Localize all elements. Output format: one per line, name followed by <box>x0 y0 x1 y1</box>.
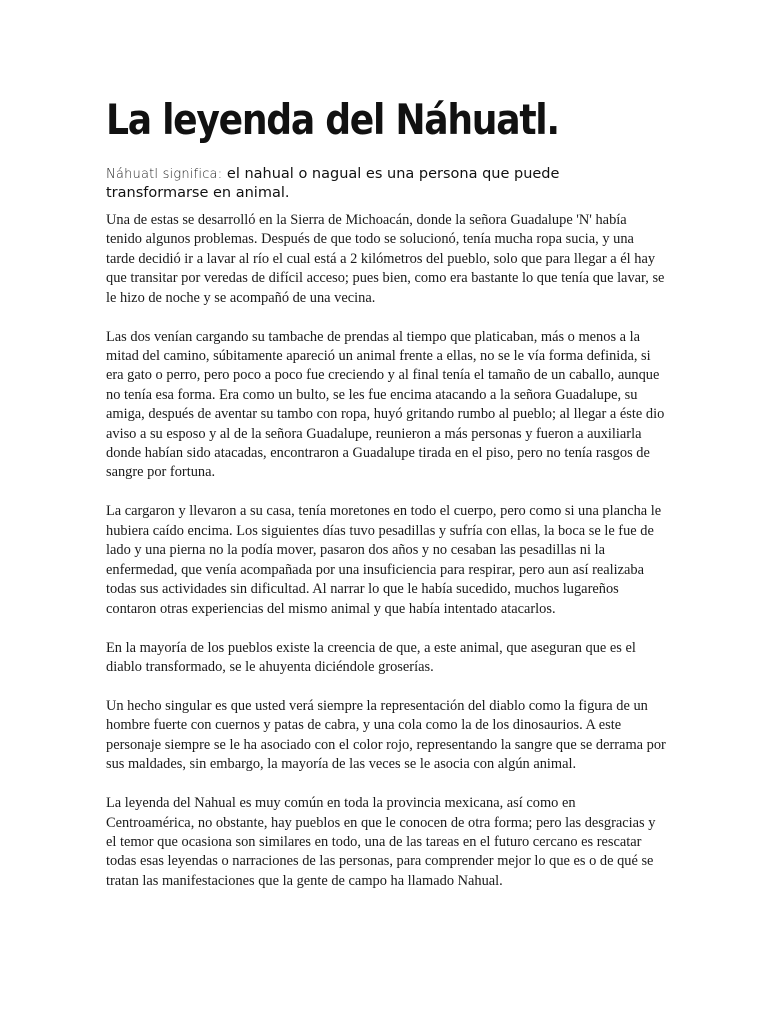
paragraph: En la mayoría de los pueblos existe la creencia de que, a este animal, que aseguran que es el diablo transformado, se le ahuyenta diciéndole groserías. <box>106 639 636 675</box>
subtitle <box>106 165 626 203</box>
paragraph: Un hecho singular es que usted verá siempre la representación del diablo como la figura de un hombre fuerte con cuernos y patas de cabra, y una cola como la de los dinosaurios. A este personaje siempre se le ha asociado con el color rojo, representando la sangre que se derrama por sus maldades, sin embargo, la mayoría de las veces se le asocia con algún animal. <box>106 697 666 773</box>
body-text <box>106 211 666 911</box>
paragraph: La leyenda del Nahual es muy común en toda la provincia mexicana, así como en Centroamérica, no obstante, hay pueblos en que le conocen de otra forma; pero las desgracias y el temor que ocasiona son similares en todo, una de las tareas en el futuro cercano es rescatar todas esas leyendas o narraciones de las personas, para comprender mejor lo que es o de qué se tratan las manifestaciones que la gente de campo ha llamado Nahual. <box>106 795 656 889</box>
page-title: La leyenda del Náhuatl. <box>106 95 559 144</box>
subtitle-text: el nahual o nagual es una persona que puede transformarse en animal. <box>106 166 560 201</box>
paragraph: Las dos venían cargando su tambache de prendas al tiempo que platicaban, más o menos a la mitad del camino, súbitamente apareció un animal frente a ellas, no se le vía forma definida, si era gato o perro, pero poco a poco fue creciendo y al final tenía el tamaño de un caballo, aunque no tenía esa forma. Era como un bulto, se les fue encima atacando a la señora Guadalupe, su amiga, después de aventar su tambo con ropa, huyó gritando rumbo al pueblo; al llegar a éste dio aviso a su esposo y al de la señora Guadalupe, reunieron a más personas y fueron a auxiliarla donde habían sido atacadas, encontraron a Guadalupe tirada en el piso, pero no tenía rasgos de sangre por fortuna. <box>106 328 665 481</box>
paragraph: Una de estas se desarrolló en la Sierra de Michoacán, donde la señora Guadalupe 'N' había tenido algunos problemas. Después de que todo se solucionó, tenía mucha ropa sucia, y una tarde decidió ir a lavar al río el cual está a 2 kilómetros del pueblo, solo que para llegar a él hay que transitar por veredas de difícil acceso; pues bien, como era bastante lo que tenía que lavar, se le hizo de noche y se acompañó de una vecina. <box>106 212 665 306</box>
paragraph: La cargaron y llevaron a su casa, tenía moretones en todo el cuerpo, pero como si una plancha le hubiera caído encima. Los siguientes días tuvo pesadillas y sufría con ellas, la boca se le fue de lado y una pierna no la podía mover, pasaron dos años y no cesaban las pesadillas ni la enfermedad, que venía acompañada por una insuficiencia para respirar, pero aun así realizaba todas sus actividades sin dificultad. Al narrar lo que le había sucedido, muchos lugareños contaron otras experiencias del mismo animal y que había intentado atacarlos. <box>106 503 662 617</box>
subtitle-lead: Náhuatl significa: <box>106 167 223 182</box>
